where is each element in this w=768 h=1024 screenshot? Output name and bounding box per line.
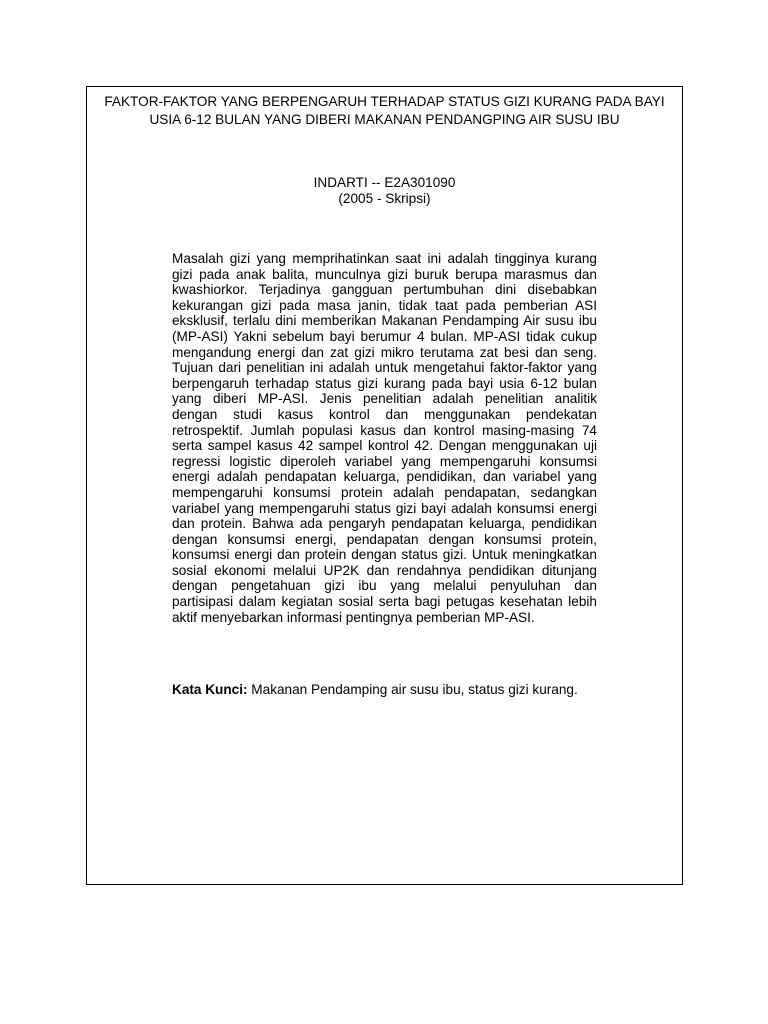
abstract-line: Masalah gizi yang memprihatinkan saat ini adalah tingginya kurang	[172, 251, 597, 266]
abstract-line: konsumsi energi dan protein dengan status gizi. Untuk meningkatkan	[172, 547, 597, 563]
abstract-line: dengan studi kasus kontrol dan menggunakan pendekatan	[172, 406, 597, 422]
abstract-line: partisipasi dalam kegiatan sosial serta bagi petugas kesehatan lebih	[172, 594, 597, 610]
keywords-label: Kata Kunci:	[172, 682, 248, 697]
document-title	[87, 93, 682, 129]
abstract-line: mengandung energi dan zat gizi mikro terutama zat besi dan seng.	[172, 344, 597, 360]
keywords-line	[172, 682, 597, 698]
abstract-line: mempengaruhi konsumsi protein adalah pendapatan, sedangkan	[172, 484, 597, 500]
abstract-line: yang diberi MP-ASI. Jenis penelitian adalah penelitian analitik	[172, 391, 597, 407]
author-name: INDARTI -- E2A301090	[313, 175, 456, 190]
abstract-line: sosial ekonomi melalui UP2K dan rendahnya pendidikan ditunjang	[172, 562, 597, 578]
abstract-line: eksklusif, terlalu dini memberikan Makanan Pendamping Air susu ibu	[172, 313, 597, 329]
abstract-line: energi adalah pendapatan keluarga, pendidikan, dan variabel yang	[172, 469, 597, 485]
abstract-line: regressi logistic diperoleh variabel yang mempengaruhi konsumsi	[172, 453, 597, 469]
abstract-line: serta sampel kasus 42 sampel kontrol 42. Dengan menggunakan uji	[172, 438, 597, 454]
abstract-line: dan protein. Bahwa ada pengaryh pendapatan keluarga, pendidikan	[172, 516, 597, 532]
abstract-line: aktif menyebarkan informasi pentingnya pemberian MP-ASI.	[172, 609, 535, 625]
publication-year-type: (2005 - Skripsi)	[338, 191, 431, 206]
abstract-line: kekurangan gizi pada masa janin, tidak taat pada pemberian ASI	[172, 297, 597, 313]
title-line-1: FAKTOR-FAKTOR YANG BERPENGARUH TERHADAP STATUS GIZI KURANG PADA BAYI	[104, 94, 665, 109]
abstract-line: gizi pada anak balita, munculnya gizi buruk berupa marasmus dan	[172, 266, 597, 282]
abstract-line: retrospektif. Jumlah populasi kasus dan kontrol masing-masing 74	[172, 422, 597, 438]
document-page	[86, 86, 683, 885]
abstract-line: dengan pengetahuan gizi ibu yang melalui penyuluhan dan	[172, 578, 597, 594]
keywords-text: Makanan Pendamping air susu ibu, status gizi kurang.	[247, 682, 578, 697]
abstract-line: berpengaruh terhadap status gizi kurang pada bayi usia 6-12 bulan	[172, 375, 597, 391]
author-block	[87, 175, 682, 207]
abstract-line: Tujuan dari penelitian ini adalah untuk mengetahui faktor-faktor yang	[172, 360, 597, 376]
abstract-text	[172, 251, 597, 625]
title-line-2: USIA 6-12 BULAN YANG DIBERI MAKANAN PENDANGPING AIR SUSU IBU	[149, 112, 620, 127]
abstract-line: kwashiorkor. Terjadinya gangguan pertumbuhan dini disebabkan	[172, 282, 597, 298]
abstract-line: dengan konsumsi energi, pendapatan dengan konsumsi protein,	[172, 531, 597, 547]
abstract-line: variabel yang mempengaruhi status gizi bayi adalah konsumsi energi	[172, 500, 597, 516]
abstract-line: (MP-ASI) Yakni sebelum bayi berumur 4 bulan. MP-ASI tidak cukup	[172, 328, 597, 344]
